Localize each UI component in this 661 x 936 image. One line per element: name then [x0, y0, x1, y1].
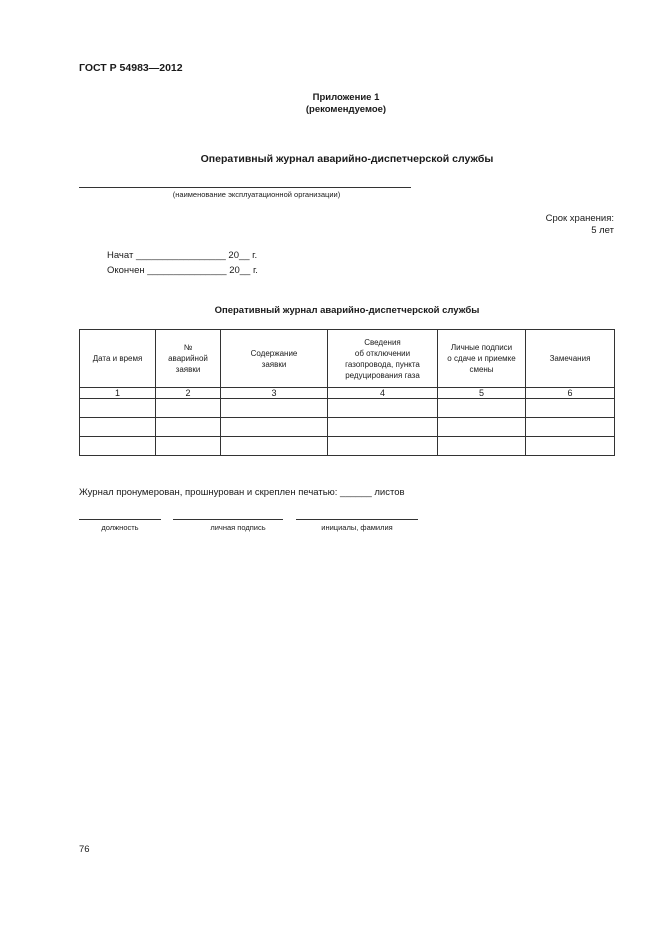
table-cell — [438, 399, 526, 418]
organization-caption: (наименование эксплуатационной организации) — [172, 190, 341, 199]
table-cell — [328, 437, 438, 456]
signature-line — [296, 519, 418, 520]
table-cell — [526, 418, 615, 437]
table-cell — [526, 437, 615, 456]
table-cell — [156, 399, 221, 418]
table-cell — [156, 437, 221, 456]
table-cell — [80, 418, 156, 437]
started-date: Начат _________________ 20__ г. — [107, 250, 258, 261]
table-row — [80, 418, 615, 437]
table-row — [80, 399, 615, 418]
table-cell — [438, 437, 526, 456]
column-number: 2 — [156, 388, 221, 399]
table-title: Оперативный журнал аварийно-диспетчерской службы — [214, 305, 480, 316]
finished-date: Окончен _______________ 20__ г. — [107, 265, 258, 276]
appendix-title: Приложение 1 — [312, 92, 380, 103]
column-header: Дата и время — [80, 330, 156, 388]
column-header: Содержание заявки — [221, 330, 328, 388]
column-number: 6 — [526, 388, 615, 399]
table-cell — [328, 399, 438, 418]
organization-line — [79, 187, 411, 188]
column-header: Личные подписи о сдаче и приемке смены — [438, 330, 526, 388]
column-number: 1 — [80, 388, 156, 399]
column-header: Замечания — [526, 330, 615, 388]
journal-table — [79, 329, 615, 456]
signature-line — [79, 519, 161, 520]
column-header: № аварийной заявки — [156, 330, 221, 388]
appendix-note: (рекомендуемое) — [305, 104, 387, 115]
table-cell — [80, 399, 156, 418]
signature-line — [173, 519, 283, 520]
table-cell — [221, 418, 328, 437]
table-header-row — [80, 330, 615, 388]
main-title: Оперативный журнал аварийно-диспетчерской службы — [200, 153, 494, 165]
table-cell — [438, 418, 526, 437]
table-cell — [156, 418, 221, 437]
table-cell — [526, 399, 615, 418]
signature-caption-position: должность — [101, 523, 139, 532]
column-header: Сведения об отключении газопровода, пункта редуцирования газа — [328, 330, 438, 388]
column-number-row — [80, 388, 615, 399]
column-number: 5 — [438, 388, 526, 399]
table-cell — [221, 437, 328, 456]
document-standard: ГОСТ Р 54983—2012 — [79, 62, 183, 74]
table-cell — [328, 418, 438, 437]
signature-caption-personal: личная подпись — [210, 523, 266, 532]
table-row — [80, 437, 615, 456]
certification-text: Журнал пронумерован, прошнурован и скреплен печатью: ______ листов — [79, 487, 405, 498]
page-number: 76 — [79, 844, 90, 855]
column-number: 4 — [328, 388, 438, 399]
column-number: 3 — [221, 388, 328, 399]
table-cell — [80, 437, 156, 456]
storage-label: Срок хранения: — [545, 213, 614, 224]
storage-value: 5 лет — [591, 225, 614, 236]
signature-caption-name: инициалы, фамилия — [321, 523, 393, 532]
table-cell — [221, 399, 328, 418]
